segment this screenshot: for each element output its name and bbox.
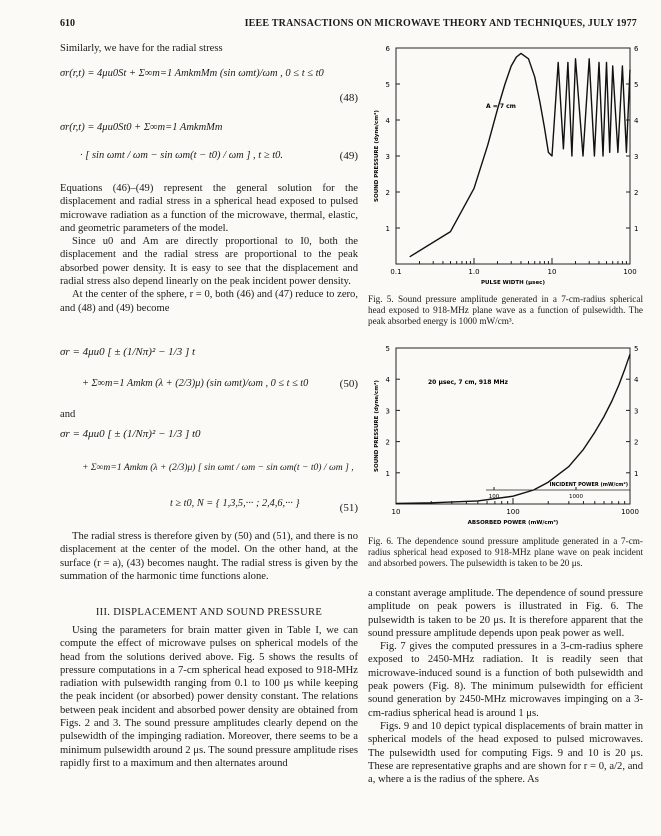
- x-tick-label: 0.1: [390, 268, 402, 276]
- paragraph: Fig. 7 gives the computed pressures in a 3-cm-radius sphere exposed to 2450-MHz radiation. It is readily seen that microwave-induced sound is a function of both pulsewidth and peak powers (Fig. 8). The minimum pulsewidth for efficient sound generation by 2450-MHz microwaves impinging on a 3-cm-radius spherical head is around 1 μs.: [368, 641, 643, 719]
- incident-power-axis-label: INCIDENT POWER (mW/cm²): [549, 482, 628, 488]
- left-body-2: [60, 530, 358, 583]
- chart-annotation: A = 7 cm: [486, 103, 516, 110]
- y-tick-label-right: 6: [634, 45, 639, 53]
- equation-49: σr(r,t) = 4μu0St0 + Σ∞m=1 AmkmMm · [ sin ωmt / ωm − sin ωm(t − t0) / ωm ] , t ≥ t0. (49): [60, 122, 358, 162]
- chart-annotation: 20 μsec, 7 cm, 918 MHz: [428, 379, 508, 386]
- x-tick-label: 1.0: [468, 268, 480, 276]
- figure-6-caption: Fig. 6. The dependence sound pressure amplitude generated in a 7-cm-radius spherical head exposed to 918-MHz plane wave on peak incident and absorbed powers. The pulsewidth is taken to be 20 μs.: [368, 536, 643, 568]
- y-tick-label: 3: [385, 407, 390, 416]
- x-tick-label: 100: [623, 268, 637, 276]
- x-tick-label: 10: [391, 508, 401, 516]
- y-tick-label: 5: [385, 345, 390, 353]
- left-intro: Similarly, we have for the radial stress: [60, 43, 223, 54]
- right-body: [368, 587, 643, 786]
- figure-5-plot: [366, 40, 648, 295]
- y-axis-label: SOUND PRESSURE (dyne/cm²): [374, 380, 380, 472]
- paragraph: a constant average amplitude. The dependence of sound pressure amplitude on peak powers is illustrated in Fig. 6. The pulsewidth is taken to be 20 μs. It is therefore apparent that the sound pressure amplitude depends upon peak power as well.: [368, 588, 643, 639]
- equation-50: σr = 4μu0 [ ± (1/Nπ)² − 1/3 ] t + Σ∞m=1 Amkm (λ + (2/3)μ) (sin ωmt)/ωm , 0 ≤ t ≤ t0 (50): [60, 346, 358, 390]
- y-tick-label-right: 2: [634, 189, 639, 197]
- y-axis-label: SOUND PRESSURE (dyne/cm²): [374, 110, 380, 202]
- paragraph: Using the parameters for brain matter given in Table I, we can compute the effect of microwave pulses on spherical models of the head from the solutions derived above. Fig. 5 shows the results of pressure computations in a 7-cm spherical head exposed to 918-MHz radiation with pulsewidth ranging from 0.1 to 100 μs while keeping the peak incident (or absorbed) power density constant. The relations between peak incident and absorbed power density are obtained from Figs. 2 and 3. The sound pressure amplitudes clearly depend on the pulsewidth of the impinging radiation. Moreover, there seems to be a minimum pulsewidth around 2 μs. The sound pressure amplitude rises rapidly first to a maximum and then alternates around: [60, 625, 358, 769]
- and-word: and: [60, 409, 76, 420]
- left-body-3: [60, 624, 358, 770]
- y-tick-label-right: 3: [634, 153, 639, 161]
- journal-title: IEEE TRANSACTIONS ON MICROWAVE THEORY AND TECHNIQUES, JULY 1977: [244, 18, 637, 29]
- y-tick-label: 2: [385, 438, 390, 447]
- plot-frame: [396, 348, 630, 504]
- y-tick-label: 2: [385, 189, 390, 197]
- figure-5-caption: Fig. 5. Sound pressure amplitude generated in a 7-cm-radius spherical head exposed to 918-MHz plane wave as a function of pulsewidth. The peak absorbed energy is 1000 mW/cm³.: [368, 294, 643, 326]
- figure-6-plot: [366, 340, 648, 528]
- y-tick-label: 1: [385, 469, 390, 478]
- paragraph: The radial stress is therefore given by (50) and (51), and there is no displacement at the center of the model. On the other hand, at the surface (r = a), (43) becomes naught. The radial stress is given by the summation of the harmonic time functions alone.: [60, 531, 358, 582]
- y-tick-label: 4: [385, 117, 390, 125]
- paragraph: Figs. 9 and 10 depict typical displacements of brain matter in spherical models of the head exposed to pulsed microwaves. The pulsewidth used for computing Figs. 9 and 10 is 20 μs. These are representative graphs and are shown for r = 0, a/2, and a, where a is the radius of the sphere. As: [368, 720, 643, 786]
- y-tick-label-right: 1: [634, 225, 639, 233]
- x-tick-label: 100: [506, 508, 520, 516]
- incident-power-tick-label: 1000: [569, 494, 583, 500]
- y-tick-label-right: 4: [634, 117, 639, 125]
- x-axis-label: PULSE WIDTH (μsec): [481, 280, 545, 286]
- paragraph: At the center of the sphere, r = 0, both (46) and (47) reduce to zero, and (48) and (49) become: [60, 289, 358, 314]
- paragraph: Since u0 and Am are directly proportional to I0, both the displacement and the radial stress are proportional to the peak absorbed power density. It is easy to see that the displacement and radial stress also depend linearly on the peak incident power density.: [60, 236, 358, 288]
- y-tick-label-right: 4: [634, 376, 639, 385]
- y-tick-label-right: 5: [634, 345, 639, 353]
- running-header: [0, 18, 661, 34]
- y-tick-label: 5: [385, 81, 390, 89]
- y-tick-label-right: 5: [634, 81, 639, 89]
- paragraph: Equations (46)–(49) represent the general solution for the displacement and radial stress in a spherical head exposed to pulsed microwave radiation as a function of the microwave, thermal, elastic, and geometric parameters of the model.: [60, 183, 358, 234]
- x-tick-label: 10: [547, 268, 557, 276]
- y-tick-label-right: 3: [634, 407, 639, 416]
- x-axis-label: ABSORBED POWER (mW/cm³): [467, 520, 559, 526]
- data-series-line: [410, 53, 630, 256]
- section-heading: III. DISPLACEMENT AND SOUND PRESSURE: [95, 607, 323, 618]
- y-tick-label: 4: [385, 376, 390, 385]
- y-tick-label: 1: [385, 225, 390, 233]
- equation-48: σr(r,t) = 4μu0St + Σ∞m=1 AmkmMm (sin ωmt)/ωm , 0 ≤ t ≤ t0 (48): [60, 68, 358, 104]
- left-body-1: [60, 182, 358, 315]
- incident-power-tick-label: 100: [488, 494, 500, 500]
- page-number: 610: [60, 18, 75, 29]
- y-tick-label-right: 1: [634, 469, 639, 478]
- x-tick-label: 1000: [621, 508, 639, 516]
- equation-51: σr = 4μu0 [ ± (1/Nπ)² − 1/3 ] t0 + Σ∞m=1 Amkm (λ + (2/3)μ) [ sin ωmt / ωm − sin ωm(t − t0) / ωm ] , t ≥ t0, N = { 1,3,5,··· ; 2,4,6,··· } (51): [60, 428, 358, 514]
- y-tick-label: 6: [385, 45, 390, 53]
- y-tick-label-right: 2: [634, 438, 639, 447]
- y-tick-label: 3: [385, 153, 390, 161]
